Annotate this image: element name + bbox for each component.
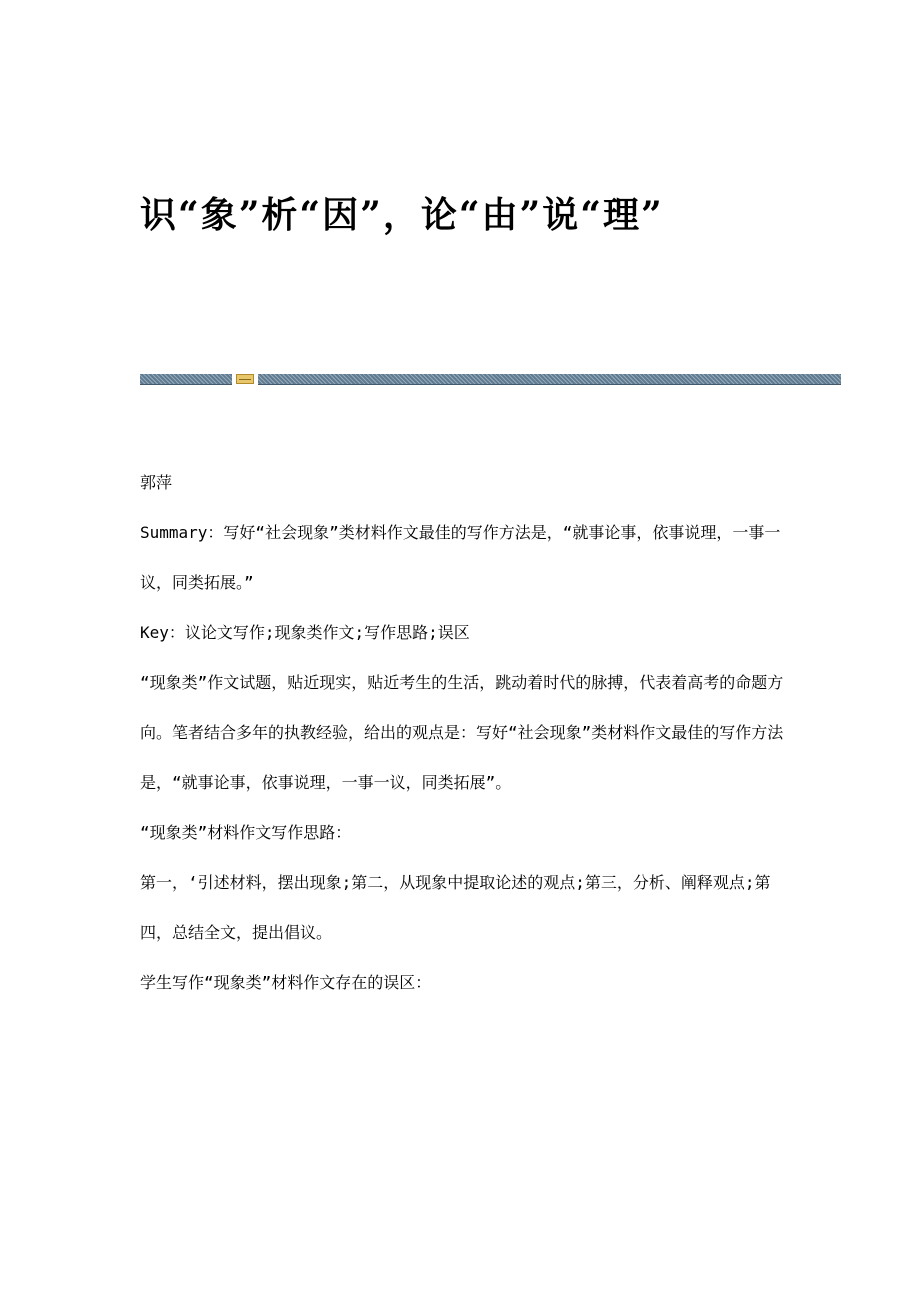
divider-ornament-icon xyxy=(236,374,254,384)
divider-bar-right xyxy=(258,374,841,385)
author-name: 郭萍 xyxy=(140,473,173,492)
section-heading: “现象类”材料作文写作思路： xyxy=(140,823,352,842)
section-heading: 学生写作“现象类”材料作文存在的误区： xyxy=(140,973,432,992)
body-paragraph: 第一，‘引述材料，摆出现象;第二，从现象中提取论述的观点;第三，分析、阐释观点;第四，总结全文，提出倡议。 xyxy=(140,873,771,942)
document-body xyxy=(140,458,785,1008)
summary-paragraph: Summary：写好“社会现象”类材料作文最佳的写作方法是，“就事论事，依事说理，一事一议，同类拓展。” xyxy=(140,523,781,592)
document-title: 识“象”析“因”，论“由”说“理” xyxy=(140,194,664,236)
divider-bar-left xyxy=(140,374,232,385)
body-paragraph: “现象类”作文试题，贴近现实，贴近考生的生活，跳动着时代的脉搏，代表着高考的命题方向。笔者结合多年的执教经验，给出的观点是：写好“社会现象”类材料作文最佳的写作方法是，“就事论事，依事说理，一事一议，同类拓展”。 xyxy=(140,673,784,792)
title-divider xyxy=(140,374,841,384)
keywords-line: Key：议论文写作;现象类作文;写作思路;误区 xyxy=(140,623,470,642)
